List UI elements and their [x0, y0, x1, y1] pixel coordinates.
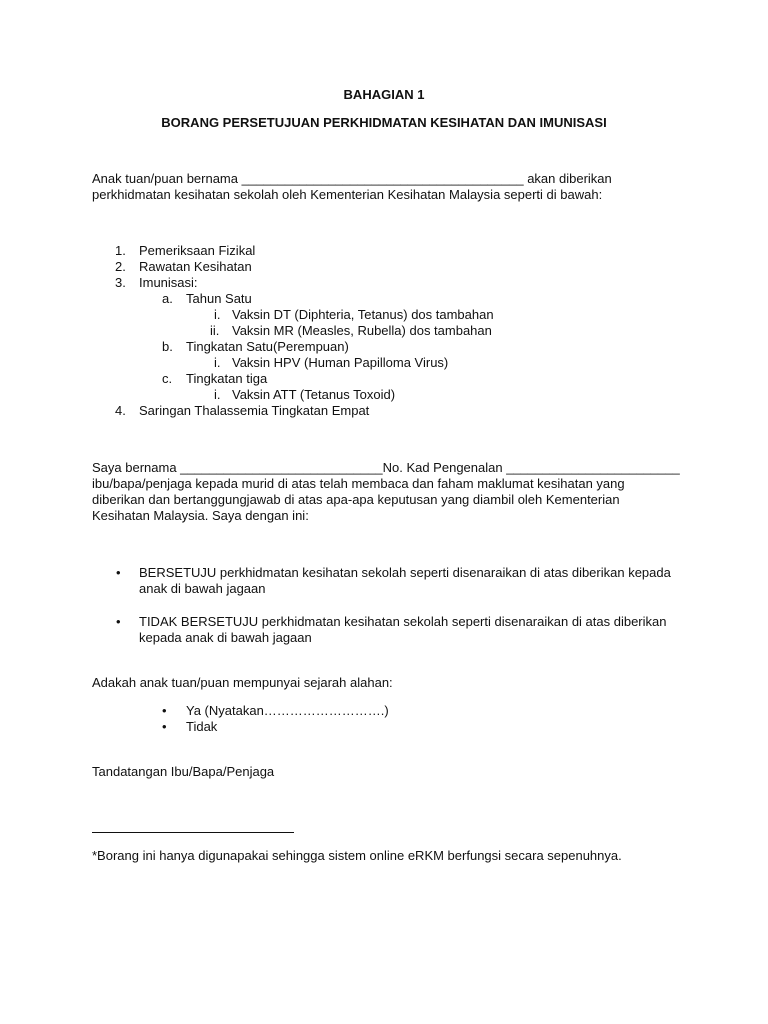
allergy-option-yes: Ya (Nyatakan……………………….): [186, 703, 389, 718]
bullet-icon: •: [162, 719, 167, 734]
allergy-question: Adakah anak tuan/puan mempunyai sejarah alahan:: [92, 675, 393, 690]
list-marker: 2.: [115, 259, 126, 274]
intro-line-2: perkhidmatan kesihatan sekolah oleh Kementerian Kesihatan Malaysia seperti di bawah:: [92, 187, 603, 202]
list-marker: 4.: [115, 403, 126, 418]
list-marker: c.: [162, 371, 173, 386]
bullet-icon: •: [162, 703, 167, 718]
list-item: Vaksin ATT (Tetanus Toxoid): [232, 387, 396, 402]
consent-disagree-line-2: kepada anak di bawah jagaan: [139, 630, 312, 645]
bullet-icon: •: [116, 565, 121, 580]
declaration-line-2: ibu/bapa/penjaga kepada murid di atas telah membaca dan faham maklumat kesihatan yang: [92, 476, 625, 491]
list-item: Pemeriksaan Fizikal: [139, 243, 256, 258]
list-item: Rawatan Kesihatan: [139, 259, 252, 274]
declaration-line-1: Saya bernama ____________________________No. Kad Pengenalan ________________________: [92, 460, 680, 475]
list-marker: i.: [214, 307, 221, 322]
declaration-line-3: diberikan dan bertanggungjawab di atas apa-apa keputusan yang diambil oleh Kementerian: [92, 492, 620, 507]
list-item: Vaksin HPV (Human Papilloma Virus): [232, 355, 449, 370]
list-item: Vaksin MR (Measles, Rubella) dos tambahan: [232, 323, 492, 338]
list-item: Vaksin DT (Diphteria, Tetanus) dos tambahan: [232, 307, 494, 322]
intro-line-1: Anak tuan/puan bernama _______________________________________ akan diberikan: [92, 171, 612, 186]
list-marker: i.: [214, 355, 221, 370]
signature-line: [92, 832, 294, 833]
list-marker: 3.: [115, 275, 126, 290]
signature-label: Tandatangan Ibu/Bapa/Penjaga: [92, 764, 275, 779]
list-item: Tingkatan tiga: [186, 371, 268, 386]
consent-agree-line-1: BERSETUJU perkhidmatan kesihatan sekolah seperti disenaraikan di atas diberikan kepada: [139, 565, 671, 580]
list-marker: ii.: [210, 323, 220, 338]
footnote: *Borang ini hanya digunapakai sehingga sistem online eRKM berfungsi secara sepenuhnya.: [92, 848, 622, 863]
allergy-option-no: Tidak: [186, 719, 218, 734]
list-marker: a.: [162, 291, 173, 306]
consent-agree-line-2: anak di bawah jagaan: [139, 581, 266, 596]
list-marker: i.: [214, 387, 221, 402]
list-marker: b.: [162, 339, 173, 354]
list-item: Imunisasi:: [139, 275, 198, 290]
section-heading: BAHAGIAN 1: [343, 87, 425, 102]
form-title: BORANG PERSETUJUAN PERKHIDMATAN KESIHATAN DAN IMUNISASI: [161, 115, 607, 130]
bullet-icon: •: [116, 614, 121, 629]
list-marker: 1.: [115, 243, 126, 258]
list-item: Tahun Satu: [186, 291, 252, 306]
list-item: Saringan Thalassemia Tingkatan Empat: [139, 403, 370, 418]
declaration-line-4: Kesihatan Malaysia. Saya dengan ini:: [92, 508, 309, 523]
list-item: Tingkatan Satu(Perempuan): [186, 339, 349, 354]
consent-disagree-line-1: TIDAK BERSETUJU perkhidmatan kesihatan sekolah seperti disenaraikan di atas diberikan: [139, 614, 667, 629]
